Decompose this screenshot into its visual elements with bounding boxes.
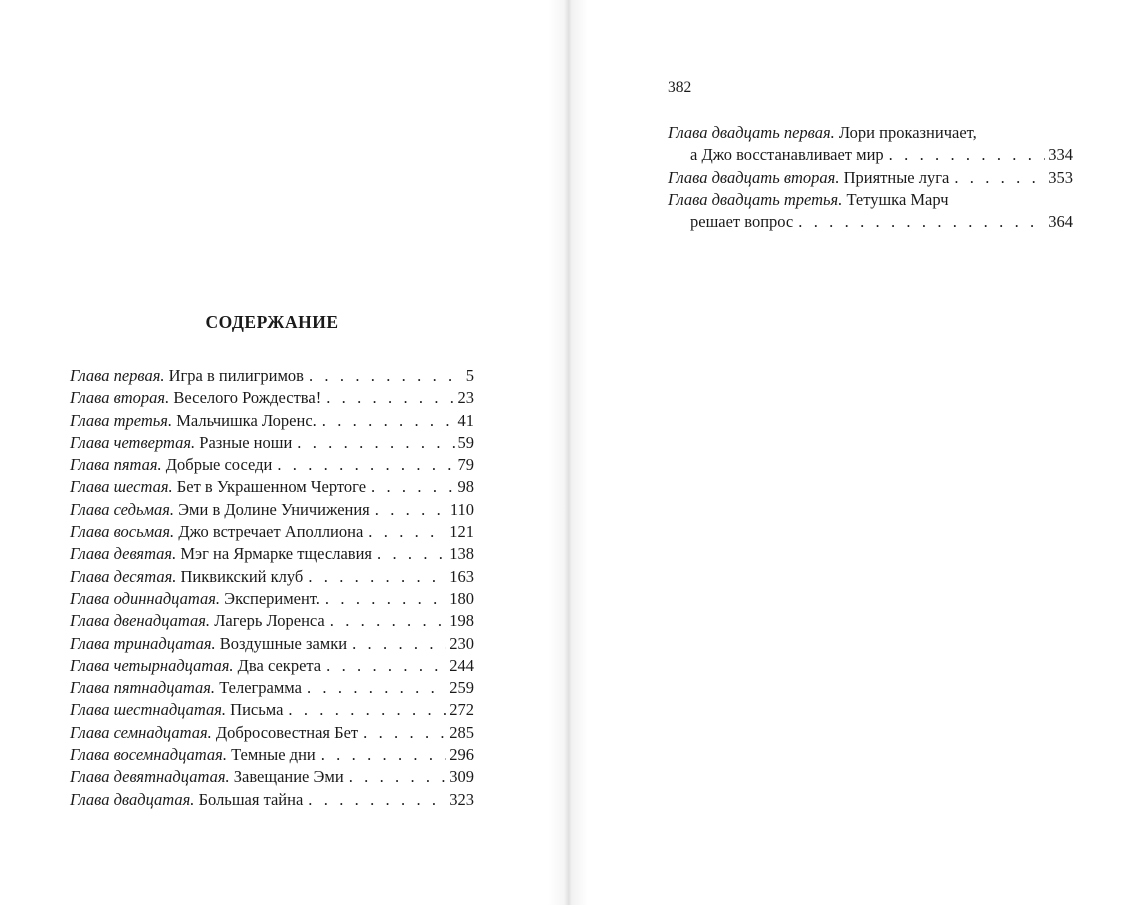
chapter-title: Большая тайна (198, 789, 304, 809)
chapter-label: Глава девятнадцатая. (70, 767, 230, 787)
left-page (0, 0, 569, 905)
page-ref: 198 (449, 611, 474, 631)
page-ref: 309 (449, 767, 474, 787)
page-ref: 163 (449, 566, 474, 586)
toc-entry (668, 122, 1073, 167)
chapter-title: Эксперимент. (224, 588, 320, 608)
toc-entry (70, 387, 474, 409)
chapter-label: Глава пятая. (70, 455, 162, 475)
chapter-label: Глава вторая. (70, 388, 170, 408)
chapter-label: Глава пятнадцатая. (70, 678, 216, 698)
chapter-title: Джо встречает Аполлиона (178, 522, 364, 542)
dot-leader (377, 543, 446, 565)
dot-leader (308, 566, 446, 588)
chapter-title: Пиквикский клуб (180, 566, 304, 586)
toc-entry-line (70, 633, 474, 655)
dot-leader (889, 144, 1046, 166)
chapter-label: Глава семнадцатая. (70, 722, 212, 742)
toc-entry-line (70, 722, 474, 744)
toc-entry (668, 189, 1073, 234)
toc-entry-line (70, 454, 474, 476)
toc-entry (70, 722, 474, 744)
chapter-title: Веселого Рождества! (173, 388, 322, 408)
chapter-label: Глава двадцатая. (70, 789, 195, 809)
dot-leader (326, 655, 446, 677)
page-ref: 323 (449, 789, 474, 809)
toc-entry (70, 566, 474, 588)
toc-entry (70, 677, 474, 699)
toc-list-right (668, 122, 1073, 233)
dot-leader (954, 167, 1045, 189)
page-ref: 285 (449, 722, 474, 742)
dot-leader (321, 744, 447, 766)
toc-entry (668, 167, 1073, 189)
chapter-label: Глава двадцать первая. (668, 123, 835, 142)
chapter-title: Игра в пилигримов (168, 366, 304, 385)
chapter-title: Эми в Долине Уничижения (178, 499, 370, 519)
page-ref: 5 (465, 366, 474, 385)
chapter-label: Глава четырнадцатая. (70, 655, 234, 675)
dot-leader (798, 211, 1045, 233)
chapter-label: Глава двенадцатая. (70, 611, 211, 631)
chapter-title: Два секрета (237, 655, 322, 675)
toc-entry-line (70, 699, 474, 721)
dot-leader (352, 633, 446, 655)
toc-entry (70, 476, 474, 498)
toc-entry-line (70, 476, 474, 498)
dot-leader (308, 789, 446, 811)
chapter-title: Телеграмма (219, 678, 302, 698)
page-number: 382 (668, 79, 692, 96)
dot-leader (277, 454, 454, 476)
toc-entry-line (70, 744, 474, 766)
toc-entry (70, 610, 474, 632)
dot-leader (371, 476, 454, 498)
chapter-title: Лори проказничает, (838, 123, 977, 142)
page-ref: 230 (449, 633, 474, 653)
toc-entry-line (70, 387, 474, 409)
toc-entry-line (70, 521, 474, 543)
page-ref: 59 (457, 432, 474, 452)
page-ref: 180 (449, 588, 474, 608)
toc-entry (70, 543, 474, 565)
toc-entry (70, 521, 474, 543)
dot-leader (307, 677, 446, 699)
chapter-title: Добросовестная Бет (215, 722, 359, 742)
dot-leader (349, 766, 447, 788)
toc-entry (70, 655, 474, 677)
chapter-label: Глава десятая. (70, 566, 177, 586)
toc-entry-line (70, 677, 474, 699)
page-ref: 121 (449, 522, 474, 542)
toc-entry (70, 633, 474, 655)
page-ref: 41 (457, 410, 474, 430)
chapter-label: Глава седьмая. (70, 499, 175, 519)
page-ref: 296 (449, 745, 474, 765)
page-ref: 138 (449, 544, 474, 564)
toc-entry (70, 410, 474, 432)
toc-entry (70, 744, 474, 766)
toc-entry-line (70, 410, 474, 432)
chapter-title: Завещание Эми (233, 767, 344, 787)
toc-entry (70, 499, 474, 521)
toc-entry-line (668, 167, 1073, 189)
chapter-title-continued: решает вопрос (690, 212, 794, 232)
dot-leader (375, 499, 447, 521)
dot-leader (325, 588, 446, 610)
chapter-label: Глава шестая. (70, 477, 173, 497)
page-ref: 23 (457, 388, 474, 408)
dot-leader (363, 722, 446, 744)
dot-leader (297, 432, 454, 454)
toc-entry (70, 588, 474, 610)
page-ref: 272 (449, 700, 474, 720)
toc-entry-second-line (668, 211, 1073, 233)
toc-entry-line (70, 365, 474, 387)
page-ref: 110 (449, 499, 474, 519)
chapter-title: Темные дни (231, 745, 316, 765)
page-ref: 353 (1048, 167, 1073, 187)
chapter-label: Глава первая. (70, 366, 165, 385)
dot-leader (326, 387, 454, 409)
toc-entry (70, 789, 474, 811)
chapter-title: Мальчишка Лоренс. (176, 410, 317, 430)
chapter-title: Приятные луга (843, 167, 950, 187)
toc-entry-line (70, 499, 474, 521)
chapter-title: Мэг на Ярмарке тщеславия (180, 544, 372, 564)
toc-entry-second-line (668, 144, 1073, 166)
chapter-label: Глава шестнадцатая. (70, 700, 227, 720)
toc-entry (70, 454, 474, 476)
toc-entry-line (70, 789, 474, 811)
dot-leader (330, 610, 446, 632)
chapter-label: Глава двадцать третья. (668, 189, 843, 209)
page-ref: 79 (457, 455, 474, 475)
chapter-label: Глава восьмая. (70, 522, 175, 542)
page-ref: 364 (1048, 212, 1073, 232)
chapter-label: Глава девятая. (70, 544, 177, 564)
toc-entry-line (70, 432, 474, 454)
chapter-label: Глава двадцать вторая. (668, 167, 840, 187)
toc-entry-first-line (668, 122, 1073, 144)
chapter-label: Глава четвертая. (70, 432, 196, 452)
toc-entry-line (70, 566, 474, 588)
toc-entry-line (70, 610, 474, 632)
toc-entry-line (70, 543, 474, 565)
dot-leader (309, 365, 463, 387)
dot-leader (368, 521, 446, 543)
toc-entry-line (70, 655, 474, 677)
chapter-title: Разные ноши (199, 432, 293, 452)
chapter-title: Лагерь Лоренса (214, 611, 325, 631)
toc-entry (70, 766, 474, 788)
page-ref: 259 (449, 678, 474, 698)
toc-entry-line (70, 766, 474, 788)
toc-entry (70, 699, 474, 721)
page-ref: 334 (1048, 145, 1073, 165)
toc-entry (70, 432, 474, 454)
chapter-title: Воздушные замки (219, 633, 348, 653)
chapter-title: Бет в Украшенном Чертоге (176, 477, 367, 497)
chapter-title-continued: а Джо восстанавливает мир (690, 145, 884, 165)
toc-title: СОДЕРЖАНИЕ (205, 312, 339, 332)
chapter-title: Письма (230, 700, 284, 720)
toc-list-left (70, 365, 474, 811)
dot-leader (322, 410, 455, 432)
toc-entry-line (70, 588, 474, 610)
toc-entry (70, 365, 474, 387)
chapter-label: Глава восемнадцатая. (70, 745, 227, 765)
toc-entry-first-line (668, 189, 1073, 211)
chapter-label: Глава тринадцатая. (70, 633, 216, 653)
page-ref: 98 (457, 477, 474, 497)
chapter-title: Тетушка Марч (846, 189, 949, 209)
page-ref: 244 (449, 655, 474, 675)
chapter-label: Глава одиннадцатая. (70, 588, 221, 608)
chapter-title: Добрые соседи (165, 455, 273, 475)
chapter-label: Глава третья. (70, 410, 173, 430)
dot-leader (288, 699, 446, 721)
